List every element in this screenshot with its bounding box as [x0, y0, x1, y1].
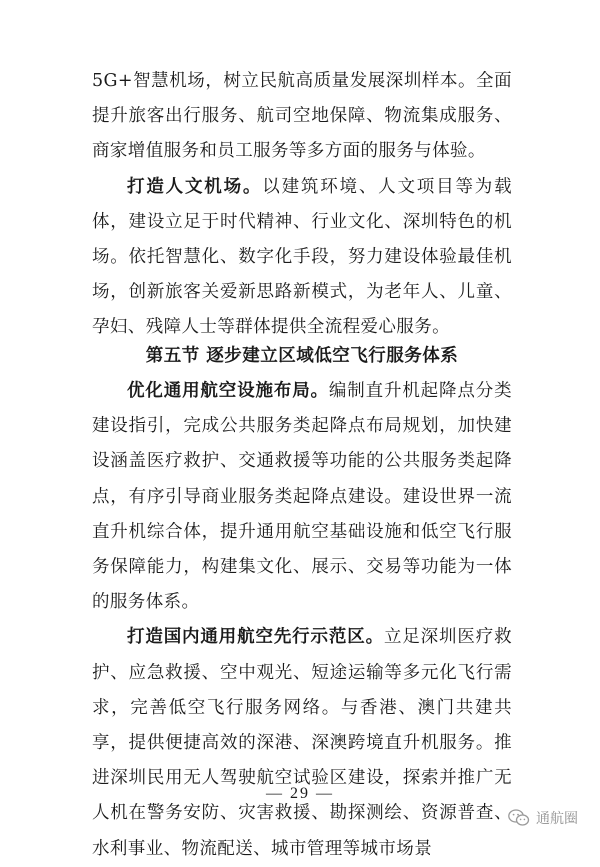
wechat-icon — [508, 809, 530, 827]
section-heading: 第五节 逐步建立区域低空飞行服务体系 — [145, 346, 459, 366]
paragraph-body: 编制直升机起降点分类建设指引，完成公共服务类起降点布局规划，加快建设涵盖医疗救护、交通救援等功能的公共服务类起降点，有序引导商业服务类起降点建设。建设世界一流直升机综合体，提升通用航空基础设施和低空飞行服务保障能力，构建集文化、展示、交易等功能为一体的服务体系。 — [92, 381, 512, 613]
paragraph-lead: 打造人文机场。 — [127, 176, 263, 197]
page-number: — 29 — — [266, 785, 334, 802]
body-text-top — [92, 64, 512, 346]
paragraph-body: 立足深圳医疗救护、应急救援、空中观光、短途运输等多元化飞行需求，完善低空飞行服务网络。与香港、澳门共建共享，提供便捷高效的深港、深澳跨境直升机服务。推进深圳民用无人驾驶航空试验区建设，探索并推广无人机在警务安防、灾害救援、勘探测绘、资源普查、水利事业、物流配送、城市管理等城市场景 — [92, 627, 512, 859]
paragraph-body: 以建筑环境、人文项目等为载体，建设立足于时代精神、行业文化、深圳特色的机场。依托智慧化、数字化手段，努力建设体验最佳机场，创新旅客关爱新思路新模式，为老年人、儿童、孕妇、残障人士等群体提供全流程爱心服务。 — [92, 176, 512, 338]
paragraph-4 — [92, 620, 512, 866]
paragraph-lead: 打造国内通用航空先行示范区。 — [127, 627, 384, 648]
watermark-label: 通航圈 — [536, 811, 578, 827]
paragraph-1 — [92, 64, 512, 170]
paragraph-lead: 优化通用航空设施布局。 — [127, 381, 329, 401]
paragraph-body: 5G+智慧机场，树立民航高质量发展深圳样本。全面提升旅客出行服务、航司空地保障、物流集成服务、商家增值服务和员工服务等多方面的服务与体验。 — [92, 71, 512, 162]
watermark — [508, 808, 578, 828]
paragraph-3 — [92, 374, 512, 620]
